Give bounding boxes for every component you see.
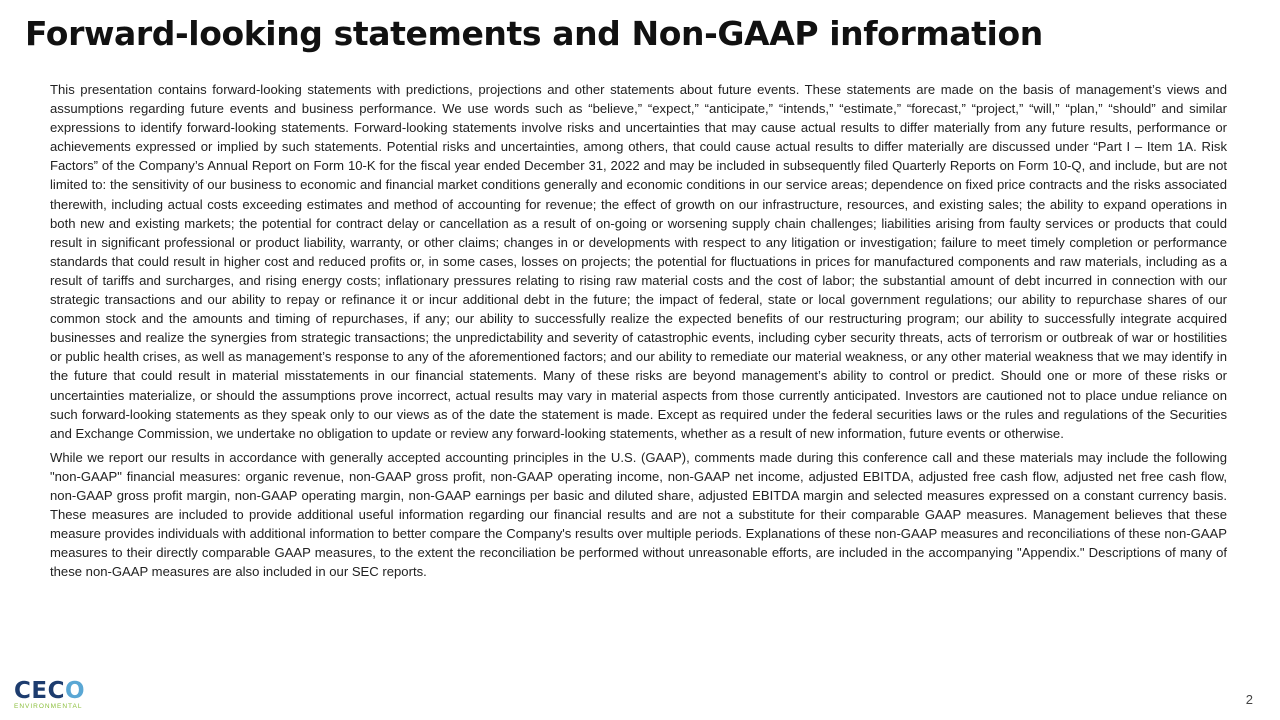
logo-wordmark-accent: O xyxy=(64,678,86,704)
ceco-environmental-logo xyxy=(14,680,124,712)
logo-subtitle: ENVIRONMENTAL xyxy=(14,703,83,710)
page-number: 2 xyxy=(1245,692,1253,707)
disclaimer-body xyxy=(50,80,1227,586)
logo-wordmark xyxy=(14,680,124,702)
logo-wordmark-main: CEC xyxy=(14,678,65,704)
page-title: Forward-looking statements and Non-GAAP information xyxy=(25,14,1043,53)
forward-looking-statements-paragraph: This presentation contains forward-looking statements with predictions, projections and other statements about future events. These statements are made on the basis of management’s views and assumptions regarding future events and business performance. We use words such as “believe,” “expect,” “anticipate,” “intends,” “estimate,” “forecast,” “project,” “will,” “plan,” “should” and similar expressions to identify forward-looking statements. Forward-looking statements involve risks and uncertainties that may cause actual results to differ materially from any future results, performance or achievements expressed or implied by such statements. Potential risks and uncertainties, among others, that could cause actual results to differ materially are discussed under “Part I – Item 1A. Risk Factors” of the Company’s Annual Report on Form 10-K for the fiscal year ended December 31, 2022 and may be included in subsequently filed Quarterly Reports on Form 10-Q, and include, but are not limited to: the sensitivity of our business to economic and financial market conditions generally and economic conditions in our service areas; dependence on fixed price contracts and the risks associated therewith, including actual costs exceeding estimates and method of accounting for revenue; the effect of growth on our infrastructure, resources, and existing sales; the ability to expand operations in both new and existing markets; the potential for contract delay or cancellation as a result of on-going or worsening supply chain challenges; liabilities arising from faulty services or products that could result in significant professional or product liability, warranty, or other claims; changes in or developments with respect to any litigation or investigation; failure to meet timely completion or performance standards that could result in higher cost and reduced profits or, in some cases, losses on projects; the potential for fluctuations in prices for manufactured components and raw materials, including as a result of tariffs and surcharges, and rising energy costs; inflationary pressures relating to rising raw material costs and the cost of labor; the substantial amount of debt incurred in connection with our strategic transactions and our ability to repay or refinance it or incur additional debt in the future; the impact of federal, state or local government regulations; our ability to repurchase shares of our common stock and the amounts and timing of repurchases, if any; our ability to successfully realize the expected benefits of our restructuring program; our ability to successfully integrate acquired businesses and realize the synergies from strategic transactions; the unpredictability and severity of catastrophic events, including cyber security threats, acts of terrorism or outbreak of war or hostilities or public health crises, as well as management’s response to any of the aforementioned factors; and our ability to remediate our material weakness, or any other material weakness that we may identify in the future that could result in material misstatements in our financial statements. Many of these risks are beyond management’s ability to control or predict. Should one or more of these risks or uncertainties materialize, or should the assumptions prove incorrect, actual results may vary in material aspects from those currently anticipated. Investors are cautioned not to place undue reliance on such forward-looking statements as they speak only to our views as of the date the statement is made. Except as required under the federal securities laws or the rules and regulations of the Securities and Exchange Commission, we undertake no obligation to update or review any forward-looking statements, whether as a result of new information, future events or otherwise. xyxy=(50,82,1227,441)
non-gaap-information-paragraph: While we report our results in accordance with generally accepted accounting principles in the U.S. (GAAP), comments made during this conference call and these materials may include the following "non-GAAP" financial measures: organic revenue, non-GAAP gross profit, non-GAAP operating income, non-GAAP net income, adjusted EBITDA, adjusted free cash flow, adjusted net free cash flow, non-GAAP gross profit margin, non-GAAP operating margin, non-GAAP earnings per basic and diluted share, adjusted EBITDA margin and selected measures expressed on a constant currency basis. These measures are included to provide additional useful information regarding our financial results and are not a substitute for their comparable GAAP measures. Management believes that these measure provides individuals with additional information to better compare the Company's results over multiple periods. Explanations of these non-GAAP measures and reconciliations of these non-GAAP measures to their directly comparable GAAP measures, to the extent the reconciliation be performed without unreasonable efforts, are included in the accompanying "Appendix." Descriptions of many of these non-GAAP measures are also included in our SEC reports. xyxy=(50,449,1227,580)
